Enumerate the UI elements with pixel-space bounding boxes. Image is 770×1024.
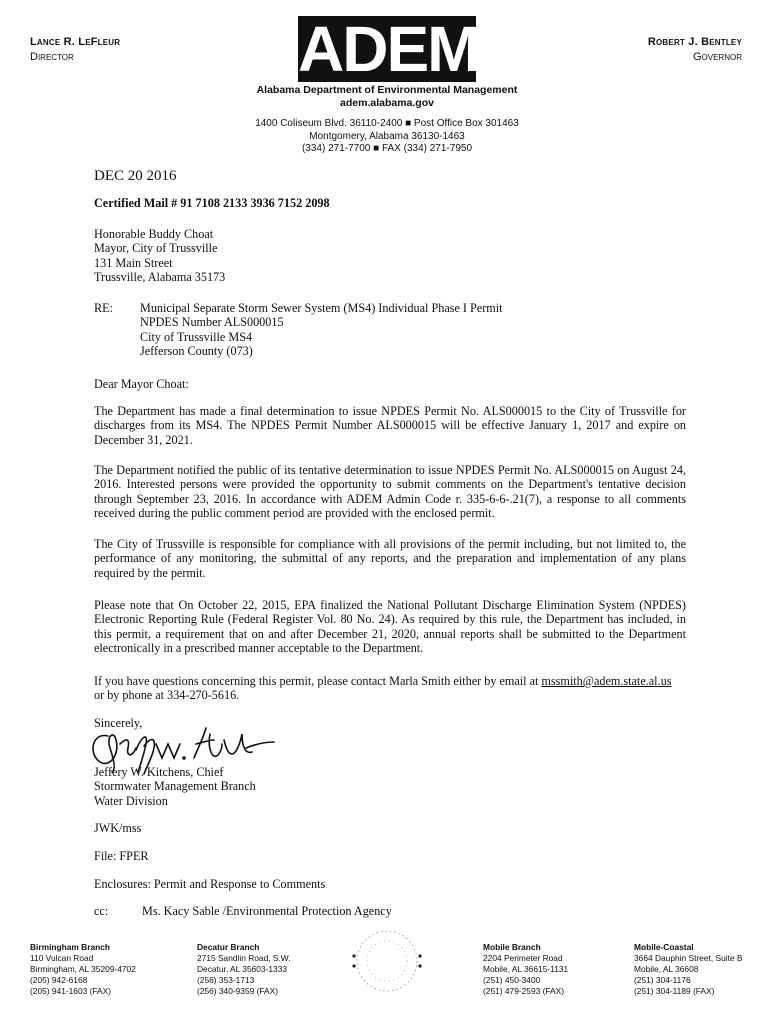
address-line: Montgomery, Alabama 36130-1463 — [309, 130, 465, 142]
footer-office-decatur — [197, 942, 291, 997]
contact-text: If you have questions concerning this permit, please contact Marla Smith either by email at — [94, 674, 542, 688]
footer-office-birmingham — [30, 942, 136, 997]
body-paragraph: The Department has made a final determination to issue NPDES Permit No. ALS000015 to the City of Trussville for discharges from its MS4. The NPDES Permit Number ALS000015 will be effective January 1, 2017 and expire on December 31, 2021. — [94, 404, 686, 447]
signer-block — [94, 765, 256, 808]
footer-office-mobile-coastal — [634, 942, 742, 997]
file-reference: File: FPER — [94, 849, 149, 863]
recipient-line: 131 Main Street — [94, 255, 173, 270]
office-line: (256) 340-9359 (FAX) — [197, 986, 279, 996]
recipient-line: Mayor, City of Trussville — [94, 241, 218, 256]
signer-division: Water Division — [94, 793, 168, 808]
office-line: (251) 450-3400 — [483, 975, 541, 985]
body-paragraph: The City of Trussville is responsible for compliance with all provisions of the permit including, but not limited to, the performance of any monitoring, the submittal of any reports, and the preparation and implementation of any plans required by the permit. — [94, 537, 686, 580]
recipient-line: Trussville, Alabama 35173 — [94, 269, 226, 284]
body-paragraph: The Department notified the public of its tentative determination to issue NPDES Permit No. ALS000015 on August 24, 2016. Interested persons were provided the opportunity to submit comments on the Department's tentative decision through September 23, 2016. In accordance with ADEM Admin Code r. 335-6-6-.21(7), a response to all comments received during the public comment period are provided with the enclosed permit. — [94, 463, 686, 520]
office-line: 110 Vulcan Road — [30, 953, 94, 963]
closing: Sincerely, — [94, 716, 143, 730]
salutation: Dear Mayor Choat: — [94, 377, 189, 391]
enclosures: Enclosures: Permit and Response to Comments — [94, 877, 326, 891]
director-name: Lance R. LeFleur — [30, 36, 121, 48]
office-line: (251) 304-1176 — [634, 975, 691, 985]
office-line: (256) 353-1713 — [197, 975, 255, 985]
office-line: 2715 Sandlin Road, S.W. — [197, 953, 291, 963]
office-line: (251) 479-2593 (FAX) — [483, 986, 565, 996]
re-subject — [140, 301, 503, 358]
contact-email-link[interactable]: mssmith@adem.state.al.us — [541, 674, 672, 688]
office-line: Mobile, AL 36615-1131 — [483, 964, 569, 974]
office-name: Mobile Branch — [483, 942, 541, 952]
agency-address — [200, 118, 574, 156]
office-line: 2204 Perimeter Road — [483, 953, 563, 963]
contact-phone-text: or by phone at 334-270-5616. — [94, 688, 240, 703]
signer-name: Jeffery W. Kitchens, Chief — [94, 765, 224, 779]
office-line: 3664 Dauphin Street, Suite B — [634, 953, 743, 963]
office-name: Decatur Branch — [197, 942, 260, 952]
signer-branch: Stormwater Management Branch — [94, 779, 256, 794]
letter-date: DEC 20 2016 — [94, 168, 177, 184]
adem-logo: ADEM — [298, 13, 479, 85]
re-line: Jefferson County (073) — [140, 343, 253, 358]
cc-recipient: Ms. Kacy Sable /Environmental Protection Agency — [142, 904, 392, 918]
contact-paragraph — [94, 674, 686, 703]
re-label: RE: — [94, 301, 113, 315]
certified-mail-number: Certified Mail # 91 7108 2133 3936 7152 2098 — [94, 196, 330, 210]
office-line: (205) 941-1603 (FAX) — [30, 986, 112, 996]
body-paragraph: Please note that On October 22, 2015, EPA finalized the National Pollutant Discharge Elimination System (NPDES) Electronic Reporting Rule (Federal Register Vol. 80 No. 24). As required by this rule, the Department has included, in this permit, a requirement that on and after December 21, 2020, annual reports shall be submitted to the Department electronically in a prescribed manner acceptable to the Department. — [94, 598, 686, 655]
office-line: (205) 942-6168 — [30, 975, 88, 985]
office-name: Mobile-Coastal — [634, 942, 694, 952]
office-name: Birmingham Branch — [30, 942, 111, 952]
agency-header — [200, 84, 574, 110]
footer-office-mobile — [483, 942, 568, 997]
agency-name: Alabama Department of Environmental Management — [256, 84, 518, 96]
state-seal-icon — [346, 926, 428, 996]
recipient-address — [94, 227, 225, 284]
office-line: Birmingham, AL 35209-4702 — [30, 964, 136, 974]
re-line: City of Trussville MS4 — [140, 329, 253, 344]
director-block — [30, 36, 120, 63]
office-line: Decatur, AL 35603-1333 — [197, 964, 288, 974]
address-line: 1400 Coliseum Blvd. 36110-2400 ■ Post Office Box 301463 — [255, 118, 519, 129]
re-line: Municipal Separate Storm Sewer System (MS4) Individual Phase I Permit — [140, 301, 503, 315]
office-line: (251) 304-1189 (FAX) — [634, 986, 715, 996]
governor-name: Robert J. Bentley — [647, 36, 742, 48]
initials: JWK/mss — [94, 821, 142, 835]
cc-label: cc: — [94, 904, 109, 918]
re-line: NPDES Number ALS000015 — [140, 315, 284, 330]
office-line: Mobile, AL 36608 — [634, 964, 699, 974]
recipient-line: Honorable Buddy Choat — [94, 227, 214, 241]
address-line: (334) 271-7700 ■ FAX (334) 271-7950 — [301, 143, 473, 154]
agency-website: adem.alabama.gov — [340, 97, 434, 109]
governor-block — [648, 36, 742, 63]
director-title: Director — [30, 51, 74, 63]
governor-title: Governor — [692, 51, 742, 63]
